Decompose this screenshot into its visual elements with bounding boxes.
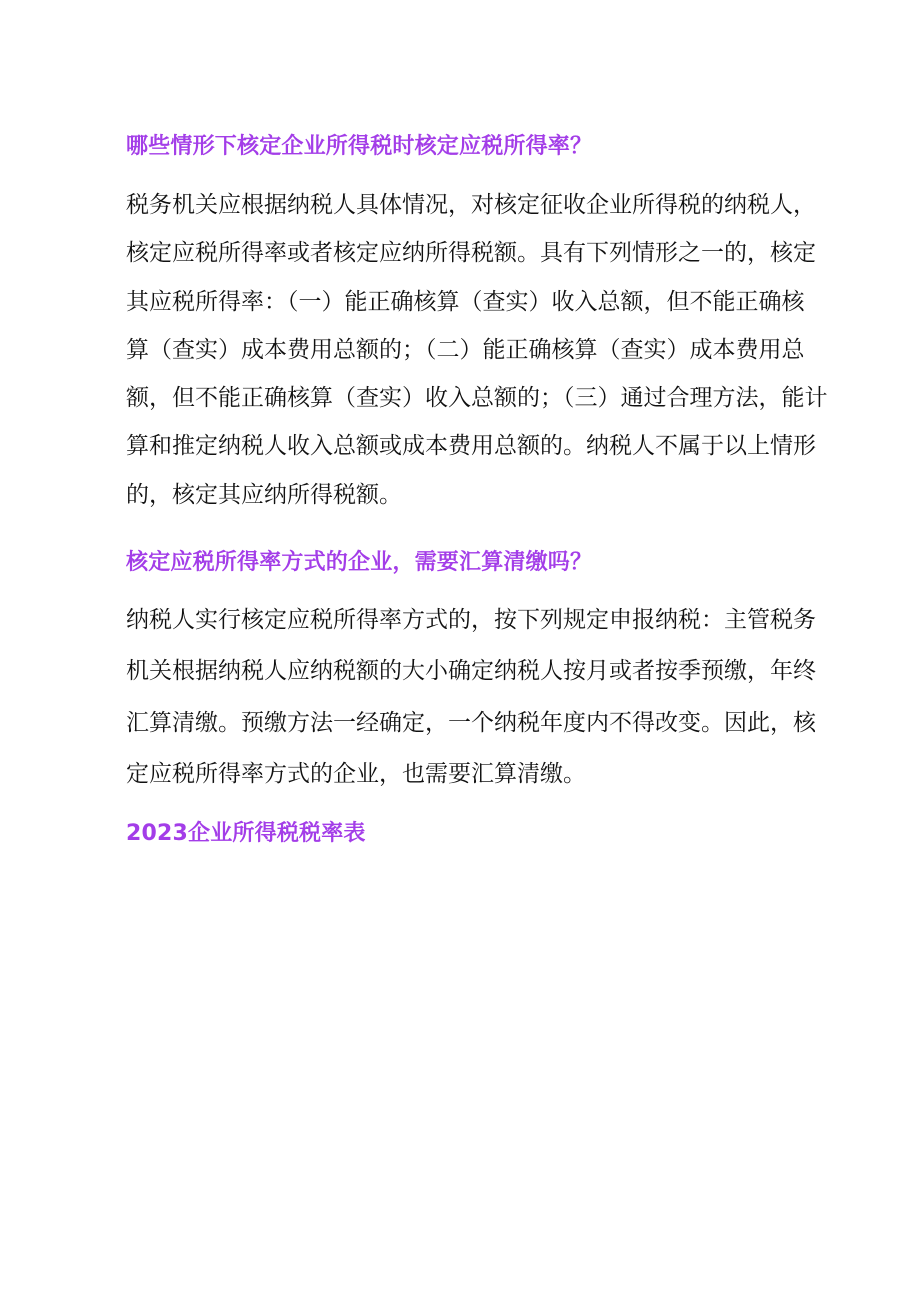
- paragraph-line: 额，但不能正确核算（查实）收入总额的；（三）通过合理方法，能计: [126, 385, 828, 412]
- paragraph-line: 纳税人实行核定应税所得率方式的，按下列规定申报纳税：主管税务: [126, 607, 816, 633]
- section-heading-tax-rate-table: 2023企业所得税税率表: [126, 821, 366, 846]
- paragraph-line: 汇算清缴。预缴方法一经确定，一个纳税年度内不得改变。因此，核: [126, 709, 816, 736]
- section-heading-verified-rate-situations: 哪些情形下核定企业所得税时核定应税所得率？: [126, 134, 593, 159]
- section-body-verified-rate-situations: [126, 181, 866, 519]
- paragraph-line: 税务机关应根据纳税人具体情况，对核定征收企业所得税的纳税人，: [126, 192, 816, 218]
- paragraph-line: 算（查实）成本费用总额的；（二）能正确核算（查实）成本费用总: [126, 336, 805, 363]
- paragraph-line: 的，核定其应纳所得税额。: [126, 481, 402, 508]
- paragraph-line: 机关根据纳税人应纳税额的大小确定纳税人按月或者按季预缴，年终: [126, 658, 816, 685]
- paragraph-line: 算和推定纳税人收入总额或成本费用总额的。纳税人不属于以上情形: [126, 433, 816, 460]
- paragraph-line: 核定应税所得率或者核定应纳所得税额。具有下列情形之一的，核定: [126, 240, 816, 267]
- paragraph-line: 其应税所得率：（一）能正确核算（查实）收入总额，但不能正确核: [126, 288, 805, 315]
- paragraph-line: 定应税所得率方式的企业，也需要汇算清缴。: [126, 760, 586, 787]
- section-heading-annual-settlement: 核定应税所得率方式的企业，需要汇算清缴吗？: [126, 550, 593, 575]
- section-body-annual-settlement: [126, 595, 866, 800]
